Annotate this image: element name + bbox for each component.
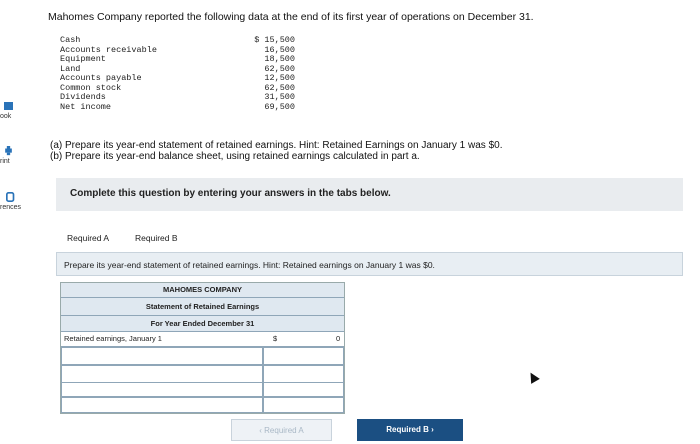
statement-amount-input[interactable] — [263, 397, 344, 413]
data-value: 69,500 — [264, 101, 295, 112]
tab-required-b[interactable]: Required B — [135, 233, 178, 243]
rail-label-ebook: ook — [0, 113, 12, 120]
statement-company: MAHOMES COMPANY — [61, 283, 344, 297]
requirement-box — [56, 252, 683, 276]
references-icon — [4, 192, 18, 202]
statement-label-input[interactable] — [61, 365, 263, 383]
statement-amount-input[interactable] — [263, 365, 344, 383]
banner-text: Complete this question by entering your answers in the tabs below. — [70, 188, 391, 199]
statement-period: For Year Ended December 31 — [61, 316, 344, 331]
data-label: Cash — [60, 35, 81, 45]
prev-button-label: Required A — [264, 426, 304, 435]
data-label: Common stock — [60, 82, 122, 93]
rail-item-references[interactable] — [0, 192, 36, 211]
problem-intro: Mahomes Company reported the following data at the end of its first year of operations on December 31. — [48, 11, 534, 23]
row-label: Retained earnings, January 1 — [64, 334, 162, 343]
instruction-a: (a) Prepare its year-end statement of retained earnings. Hint: Retained Earnings on January 1 was $0. — [50, 140, 503, 151]
statement-label-input[interactable] — [61, 382, 263, 397]
statement-amount-input[interactable] — [263, 347, 344, 365]
data-label: Accounts receivable — [60, 44, 157, 55]
data-value: 62,500 — [264, 82, 295, 93]
prev-required-a-button[interactable] — [231, 419, 332, 441]
data-value: 16,500 — [264, 44, 295, 55]
next-required-b-button[interactable] — [357, 419, 463, 441]
data-label: Land — [60, 63, 81, 74]
instruction-banner — [56, 178, 683, 211]
left-rail — [0, 0, 36, 444]
requirement-text: Prepare its year-end statement of retained earnings. Hint: Retained earnings on January 1 was $0. — [64, 260, 435, 270]
currency-symbol: $ — [273, 334, 278, 343]
data-value: 62,500 — [264, 63, 295, 74]
statement-label-input[interactable] — [61, 347, 263, 365]
data-row — [60, 103, 295, 113]
data-value: 18,500 — [264, 54, 295, 64]
retained-earnings-statement — [60, 282, 345, 414]
statement-label-input[interactable] — [61, 397, 263, 413]
print-icon — [4, 146, 18, 156]
instruction-b: (b) Prepare its year-end balance sheet, using retained earnings calculated in part a. — [50, 151, 420, 162]
data-label: Dividends — [60, 92, 106, 102]
row-value: 0 — [336, 334, 341, 343]
data-label: Equipment — [60, 54, 106, 64]
statement-divider — [61, 331, 344, 332]
data-label: Net income — [60, 101, 112, 112]
data-row — [60, 55, 295, 65]
statement-title: Statement of Retained Earnings — [61, 298, 344, 315]
financial-data-table — [60, 36, 295, 112]
chevron-left-icon: ‹ — [259, 426, 265, 435]
book-icon — [4, 101, 18, 111]
rail-item-ebook[interactable] — [0, 101, 36, 120]
tab-required-a[interactable]: Required A — [67, 231, 109, 247]
next-button-label: Required B — [386, 425, 429, 434]
data-value: 12,500 — [264, 73, 295, 83]
statement-amount-input[interactable] — [263, 382, 344, 397]
mouse-cursor-icon — [526, 370, 540, 384]
data-label: Accounts payable — [60, 73, 142, 83]
rail-item-print[interactable] — [0, 146, 36, 165]
rail-label-references: rences — [0, 204, 22, 211]
data-value: 31,500 — [264, 92, 295, 102]
data-value: $ 15,500 — [254, 35, 295, 45]
rail-label-print: rint — [0, 158, 10, 165]
chevron-right-icon: › — [428, 425, 434, 434]
